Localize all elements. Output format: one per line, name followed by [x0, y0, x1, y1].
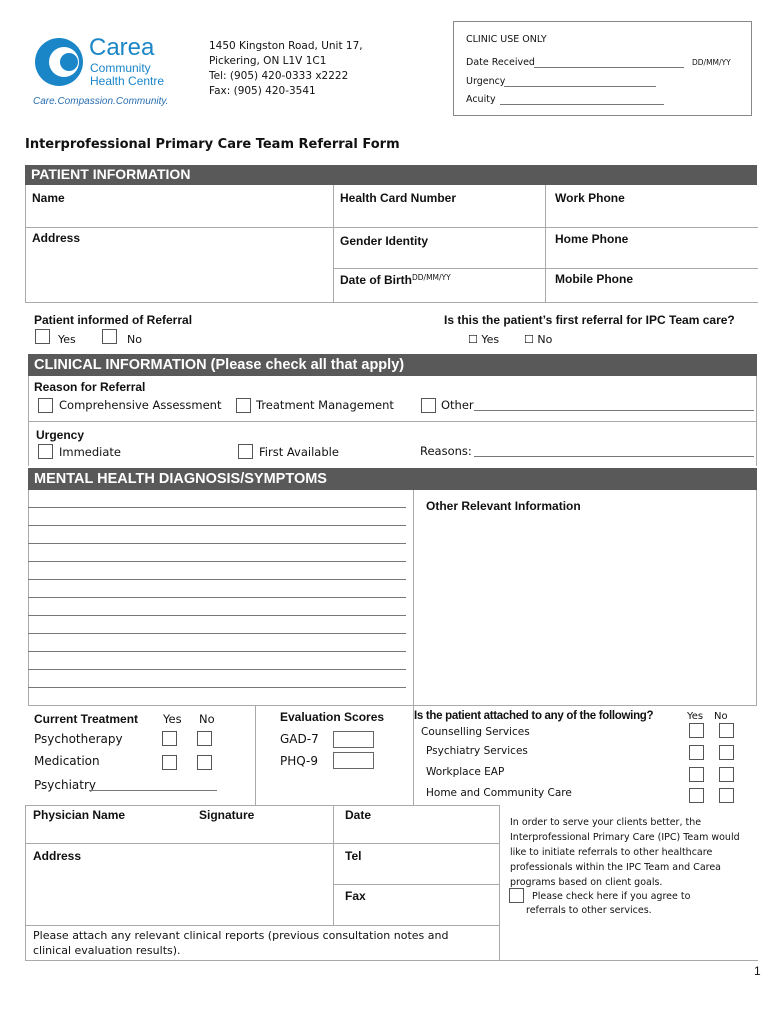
psychiatry-services-yes-checkbox[interactable]	[689, 745, 704, 760]
urgency-clinical-label: Urgency	[36, 428, 85, 442]
clinic-use-title: CLINIC USE ONLY	[466, 34, 547, 45]
work-phone-label: Work Phone	[555, 191, 625, 205]
physician-name-label: Physician Name	[33, 808, 126, 822]
treatment-no-header: No	[199, 712, 215, 726]
logo-sub1: Community	[90, 61, 151, 75]
counselling-yes-checkbox[interactable]	[689, 723, 704, 738]
clinical-header: CLINICAL INFORMATION (Please check all that apply)	[28, 354, 757, 376]
consent-checkbox[interactable]	[509, 888, 524, 903]
fax-label: Fax	[345, 889, 366, 903]
phq-label: PHQ-9	[280, 754, 319, 768]
treatment-yes-header: Yes	[163, 712, 182, 726]
attach-note	[33, 928, 448, 958]
consent-line1: In order to serve your clients better, the	[510, 817, 702, 828]
comprehensive-label: Comprehensive Assessment	[59, 398, 222, 412]
counselling-no-checkbox[interactable]	[719, 723, 734, 738]
dob-field[interactable]	[334, 269, 544, 301]
dob-label: Date of Birth	[340, 273, 412, 287]
reasons-field[interactable]	[474, 456, 754, 457]
org-tel: Tel: (905) 420-0333 x2222	[209, 70, 349, 82]
attached-yes-header: Yes	[687, 711, 704, 722]
name-field[interactable]	[26, 186, 332, 226]
attach-note-line2: clinical evaluation results).	[33, 944, 181, 957]
psychiatry-field[interactable]	[89, 790, 217, 791]
immediate-checkbox[interactable]	[38, 444, 53, 459]
logo-name: Carea	[89, 34, 155, 61]
mobile-label: Mobile Phone	[555, 272, 633, 286]
gad-label: GAD-7	[280, 732, 319, 746]
home-care-yes-checkbox[interactable]	[689, 788, 704, 803]
urgency-label: Urgency	[466, 76, 506, 87]
date-field[interactable]	[334, 806, 499, 842]
reasons-label: Reasons:	[420, 444, 472, 458]
logo-sub2: Health Centre	[90, 74, 165, 88]
other-relevant-field[interactable]	[414, 491, 756, 704]
other-relevant-label: Other Relevant Information	[426, 499, 581, 513]
consent-line4: professionals within the IPC Team and Carea	[510, 862, 721, 873]
consent-check-line1: Please check here if you agree to	[532, 891, 691, 902]
carea-logo	[33, 36, 173, 112]
medication-label: Medication	[34, 754, 100, 768]
signature-field[interactable]	[196, 806, 332, 842]
comprehensive-checkbox[interactable]	[38, 398, 53, 413]
psychotherapy-label: Psychotherapy	[34, 732, 123, 746]
consent-line5: programs based on client goals.	[510, 877, 663, 888]
informed-no-checkbox[interactable]	[102, 329, 117, 344]
psychotherapy-no-checkbox[interactable]	[197, 731, 212, 746]
name-label: Name	[32, 191, 65, 205]
psychiatry-services-no-checkbox[interactable]	[719, 745, 734, 760]
treatment-mgmt-label: Treatment Management	[256, 398, 394, 412]
home-care-no-checkbox[interactable]	[719, 788, 734, 803]
counselling-label: Counselling Services	[421, 726, 530, 738]
informed-yes-checkbox[interactable]	[35, 329, 50, 344]
first-available-checkbox[interactable]	[238, 444, 253, 459]
signature-label: Signature	[199, 808, 255, 822]
workplace-no-checkbox[interactable]	[719, 767, 734, 782]
mobile-field[interactable]	[546, 269, 757, 301]
physician-address-field[interactable]	[26, 844, 332, 924]
first-referral-no[interactable]: ☐ No	[524, 333, 553, 346]
logo-tagline: Care.Compassion.Community.	[33, 96, 169, 107]
date-label: Date	[345, 808, 372, 822]
fax-field[interactable]	[334, 885, 499, 924]
informed-yes-label: Yes	[58, 333, 76, 346]
tel-field[interactable]	[334, 844, 499, 883]
phq-score-input[interactable]	[333, 752, 374, 769]
address-line1: 1450 Kingston Road, Unit 17,	[209, 40, 363, 52]
symptoms-lines[interactable]	[28, 490, 413, 704]
other-label: Other	[441, 398, 474, 412]
health-card-label: Health Card Number	[340, 191, 457, 205]
home-phone-label: Home Phone	[555, 232, 629, 246]
medication-yes-checkbox[interactable]	[162, 755, 177, 770]
immediate-label: Immediate	[59, 445, 121, 459]
address-line2: Pickering, ON L1V 1C1	[209, 55, 327, 67]
medication-no-checkbox[interactable]	[197, 755, 212, 770]
gender-label: Gender Identity	[340, 234, 429, 248]
form-title: Interprofessional Primary Care Team Referral Form	[25, 137, 400, 152]
other-checkbox[interactable]	[421, 398, 436, 413]
work-phone-field[interactable]	[546, 186, 757, 226]
page-number: 1	[754, 964, 761, 978]
patient-info-header: PATIENT INFORMATION	[25, 165, 757, 185]
physician-name-field[interactable]	[26, 806, 196, 842]
physician-address-label: Address	[33, 849, 82, 863]
informed-label: Patient informed of Referral	[34, 313, 193, 327]
treatment-mgmt-checkbox[interactable]	[236, 398, 251, 413]
consent-paragraph	[510, 815, 740, 890]
carea-logo-icon	[33, 36, 85, 88]
mental-health-header: MENTAL HEALTH DIAGNOSIS/SYMPTOMS	[28, 468, 757, 490]
org-address	[209, 39, 363, 99]
current-treatment-label: Current Treatment	[34, 712, 139, 726]
attached-no-header: No	[714, 711, 728, 722]
first-available-label: First Available	[259, 445, 339, 459]
home-phone-field[interactable]	[546, 228, 757, 267]
acuity-field[interactable]	[500, 104, 664, 105]
gender-field[interactable]	[334, 228, 544, 267]
tel-label: Tel	[345, 849, 362, 863]
urgency-field[interactable]	[504, 86, 656, 87]
workplace-label: Workplace EAP	[426, 766, 505, 778]
dob-format: DD/MM/YY	[412, 273, 451, 282]
date-received-label: Date Received	[466, 57, 535, 68]
address-field[interactable]	[26, 228, 332, 301]
first-referral-yes[interactable]: ☐ Yes	[468, 333, 500, 346]
informed-no-label: No	[127, 333, 142, 346]
other-field[interactable]	[474, 410, 754, 411]
psychiatry-label: Psychiatry	[34, 778, 97, 792]
consent-line2: Interprofessional Primary Care (IPC) Team would	[510, 832, 740, 843]
reason-label: Reason for Referral	[34, 380, 146, 394]
date-received-format: DD/MM/YY	[692, 58, 731, 67]
clinic-use-box	[453, 21, 752, 116]
org-fax: Fax: (905) 420-3541	[209, 85, 316, 97]
workplace-yes-checkbox[interactable]	[689, 767, 704, 782]
attach-note-line1: Please attach any relevant clinical reports (previous consultation notes and	[33, 929, 449, 942]
acuity-label: Acuity	[466, 94, 496, 105]
date-received-field[interactable]	[534, 67, 684, 68]
psychiatry-services-label: Psychiatry Services	[426, 745, 528, 757]
first-referral-label: Is this the patient’s first referral for IPC Team care?	[444, 313, 735, 327]
psychotherapy-yes-checkbox[interactable]	[162, 731, 177, 746]
gad-score-input[interactable]	[333, 731, 374, 748]
address-label: Address	[32, 231, 81, 245]
evaluation-label: Evaluation Scores	[280, 710, 385, 724]
attached-label: Is the patient attached to any of the following?	[414, 710, 654, 722]
consent-check-line2: referrals to other services.	[526, 905, 652, 916]
health-card-field[interactable]	[334, 186, 544, 226]
home-care-label: Home and Community Care	[426, 787, 572, 799]
consent-line3: like to initiate referrals to other healthcare	[510, 847, 713, 858]
